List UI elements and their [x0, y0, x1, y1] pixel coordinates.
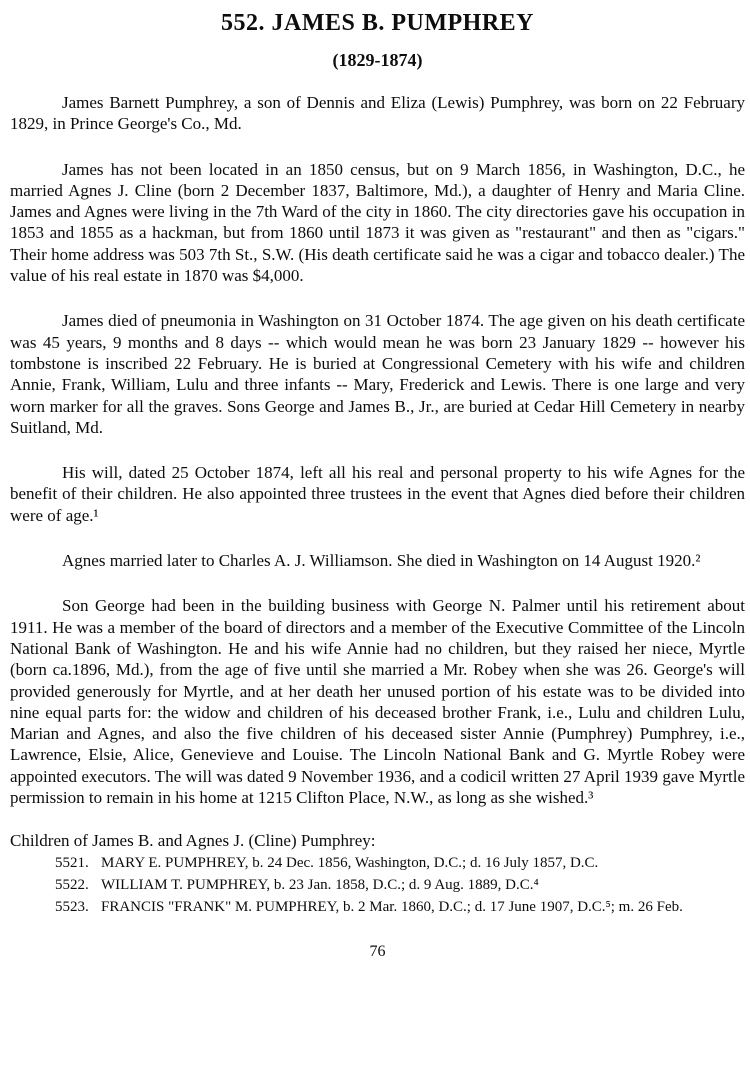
child-entry-number: 5521. — [55, 855, 89, 872]
paragraph-will: His will, dated 25 October 1874, left all his real and personal property to his wife Agnes for the benefit of their children. He also appointed three trustees in the event that Agnes died before their children were of age.¹ — [10, 463, 745, 525]
child-entry-text: WILLIAM T. PUMPHREY, b. 23 Jan. 1858, D.C.; d. 9 Aug. 1889, D.C.⁴ — [101, 877, 539, 894]
child-entry — [55, 874, 745, 896]
paragraph-marriage-occupation: James has not been located in an 1850 census, but on 9 March 1856, in Washington, D.C., he married Agnes J. Cline (born 2 December 1837, Baltimore, Md.), a daughter of Henry and Maria Cline. James and Agnes were living in the 7th Ward of the city in 1860. The city directories gave his occupation in 1853 and 1855 as a hackman, but from 1860 until 1873 it was given as "restaurant" and then as "cigars." Their home address was 503 7th St., S.W. (His death certificate said he was a cigar and tobacco dealer.) The value of his real estate in 1870 was $4,000. — [10, 159, 745, 286]
child-entry — [55, 852, 745, 874]
child-entry-text: FRANCIS "FRANK" M. PUMPHREY, b. 2 Mar. 1860, D.C.; d. 17 June 1907, D.C.⁵; m. 26 Feb. — [101, 899, 683, 916]
child-entry — [55, 896, 745, 918]
child-entry-number: 5522. — [55, 877, 89, 894]
child-entry-number: 5523. — [55, 899, 89, 916]
paragraph-death-burial: James died of pneumonia in Washington on 31 October 1874. The age given on his death certificate was 45 years, 9 months and 8 days -- which would mean he was born 23 January 1829 -- however his tombstone is inscribed 22 February. He is buried at Congressional Cemetery with his wife and children Annie, Frank, William, Lulu and three infants -- Mary, Frederick and Lewis. There is one large and very worn marker for all the graves. Sons George and James B., Jr., are buried at Cedar Hill Cemetery in nearby Suitland, Md. — [10, 311, 745, 437]
child-entry-text: MARY E. PUMPHREY, b. 24 Dec. 1856, Washington, D.C.; d. 16 July 1857, D.C. — [101, 855, 599, 872]
life-dates: (1829-1874) — [332, 50, 423, 70]
entry-title: 552. JAMES B. PUMPHREY — [221, 10, 534, 36]
children-section — [10, 830, 745, 918]
children-section-heading: Children of James B. and Agnes J. (Cline) Pumphrey: — [10, 831, 376, 851]
page-number: 76 — [369, 943, 386, 961]
paragraph-son-george: Son George had been in the building business with George N. Palmer until his retirement about 1911. He was a member of the board of directors and a member of the Executive Committee of the Lincoln National Bank of Washington. He and his wife Annie had no children, but they raised her niece, Myrtle (born ca.1896, Md.), from the age of five until she married a Mr. Robey when she was 26. George's will provided generously for Myrtle, and at her death her unused portion of his estate was to be divided into nine equal parts for: the widow and children of his deceased brother Frank, i.e., Lulu and children Lulu, Marian and Agnes, and also the five children of his deceased sister Annie (Pumphrey) Pumphrey, i.e., Lawrence, Elsie, Alice, Genevieve and Louise. The Lincoln National Bank and G. Myrtle Robey were appointed executors. The will was dated 9 November 1936, and a codicil written 27 April 1939 gave Myrtle permission to remain in his home at 1215 Clifton Place, N.W., as long as she wished.³ — [10, 596, 745, 808]
paragraph-birth: James Barnett Pumphrey, a son of Dennis and Eliza (Lewis) Pumphrey, was born on 22 February 1829, in Prince George's Co., Md. — [10, 93, 745, 134]
paragraph-agnes-remarriage: Agnes married later to Charles A. J. Williamson. She died in Washington on 14 August 1920.² — [62, 551, 701, 571]
